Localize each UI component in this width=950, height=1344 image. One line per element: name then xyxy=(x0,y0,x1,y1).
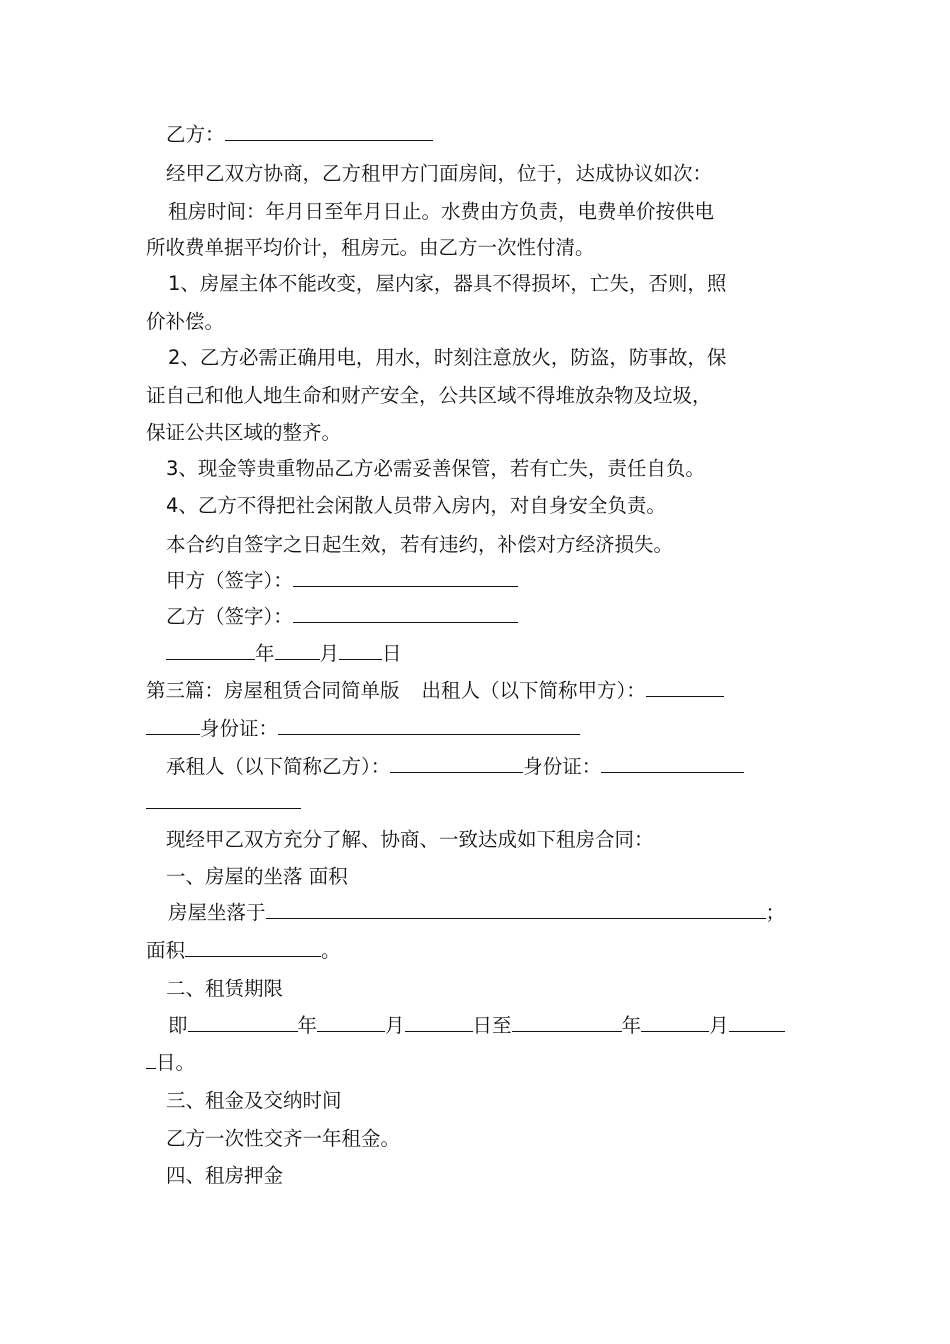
period-start-day-blank xyxy=(405,1013,473,1032)
party-b-blank xyxy=(225,122,433,141)
location-label: 房屋坐落于 xyxy=(168,901,266,924)
date-day-label: 日 xyxy=(382,642,402,665)
effective-clause: 本合约自签字之日起生效，若有违约，补偿对方经济损失。 xyxy=(166,533,674,556)
area-blank xyxy=(185,938,321,957)
period-end-year-blank xyxy=(512,1013,622,1032)
period-day-to: 日至 xyxy=(472,1014,512,1037)
item-4: 4、乙方不得把社会闲散人员带入房内，对自身安全负责。 xyxy=(166,494,666,517)
date-day-blank xyxy=(339,641,382,660)
party-a-signature-blank xyxy=(293,568,518,587)
term-line-2: 所收费单据平均价计，租房元。由乙方一次性付清。 xyxy=(146,236,595,259)
signing-date-line xyxy=(146,641,830,667)
location-line xyxy=(146,900,832,926)
lessee-id-label: 身份证： xyxy=(523,755,602,778)
party-a-signature-label: 甲方（签字）： xyxy=(166,569,293,592)
location-blank xyxy=(266,900,766,919)
lessee-id-cont-line xyxy=(146,790,810,816)
period-end-day-blank-cont xyxy=(146,1050,156,1069)
period-end-year-label: 年 xyxy=(621,1014,642,1037)
date-year-label: 年 xyxy=(255,642,275,665)
section-3-heading-line xyxy=(146,678,810,704)
heading-rent-payment: 三、租金及交纳时间 xyxy=(166,1089,342,1112)
lessee-id-blank xyxy=(601,754,744,773)
term-line-1: 租房时间：年月日至年月日止。水费由方负责，电费单价按供电 xyxy=(168,200,715,223)
period-end-month-label: 月 xyxy=(709,1014,729,1037)
date-month-label: 月 xyxy=(319,642,340,665)
item-2-line-1: 2、乙方必需正确用电，用水，时刻注意放火，防盗，防事故，保 xyxy=(168,346,727,369)
lessor-label: 出租人（以下简称甲方）： xyxy=(421,679,646,702)
party-b-signature-line xyxy=(146,604,830,630)
item-2-line-3: 保证公共区域的整齐。 xyxy=(146,421,342,444)
location-end: ； xyxy=(765,901,786,924)
lessor-id-line xyxy=(146,716,810,742)
item-1-line-1: 1、房屋主体不能改变，屋内家，器具不得损坏，亡失，否则，照 xyxy=(168,272,727,295)
item-3: 3、现金等贵重物品乙方必需妥善保管，若有亡失，责任自负。 xyxy=(166,457,705,480)
period-start-year-label: 年 xyxy=(297,1014,318,1037)
period-ji: 即 xyxy=(168,1014,188,1037)
date-year-blank xyxy=(166,641,255,660)
heading-location-area: 一、房屋的坐落 面积 xyxy=(166,865,348,888)
agreement-intro: 现经甲乙双方充分了解、协商、一致达成如下租房合同： xyxy=(166,828,654,851)
item-1-line-2: 价补偿。 xyxy=(146,310,225,333)
area-end: 。 xyxy=(321,939,341,962)
lease-period-cont-line xyxy=(146,1050,810,1076)
lessee-line xyxy=(146,754,830,780)
party-a-signature-line xyxy=(146,568,830,594)
item-2-line-2: 证自己和他人地生命和财产安全，公共区域不得堆放杂物及垃圾， xyxy=(146,384,712,407)
heading-deposit: 四、租房押金 xyxy=(166,1164,284,1187)
intro-paragraph: 经甲乙双方协商，乙方租甲方门面房间，位于，达成协议如次： xyxy=(166,162,713,185)
party-b-label: 乙方： xyxy=(166,123,225,146)
period-start-year-blank xyxy=(188,1013,298,1032)
lessor-id-label: 身份证： xyxy=(200,717,279,740)
area-line xyxy=(146,938,810,964)
lessee-label: 承租人（以下简称乙方）： xyxy=(166,755,391,778)
lessor-blank xyxy=(646,678,724,697)
period-end-day-blank xyxy=(729,1013,785,1032)
heading-lease-term: 二、租赁期限 xyxy=(166,977,284,1000)
rent-text: 乙方一次性交齐一年租金。 xyxy=(166,1127,401,1150)
party-b-line xyxy=(146,122,830,148)
period-start-month-label: 月 xyxy=(385,1014,405,1037)
period-end-month-blank xyxy=(641,1013,709,1032)
lease-period-line xyxy=(146,1013,832,1039)
lessor-blank-cont xyxy=(146,716,200,735)
date-month-blank xyxy=(275,641,320,660)
period-start-month-blank xyxy=(317,1013,385,1032)
party-b-signature-blank xyxy=(293,604,518,623)
party-b-signature-label: 乙方（签字）： xyxy=(166,605,293,628)
lessor-id-blank xyxy=(278,716,580,735)
area-label: 面积 xyxy=(146,939,186,962)
lessee-blank xyxy=(390,754,523,773)
section-3-title: 第三篇：房屋租赁合同简单版 xyxy=(146,679,400,702)
lessee-id-blank-cont xyxy=(146,790,301,809)
period-end: 日。 xyxy=(156,1051,196,1074)
